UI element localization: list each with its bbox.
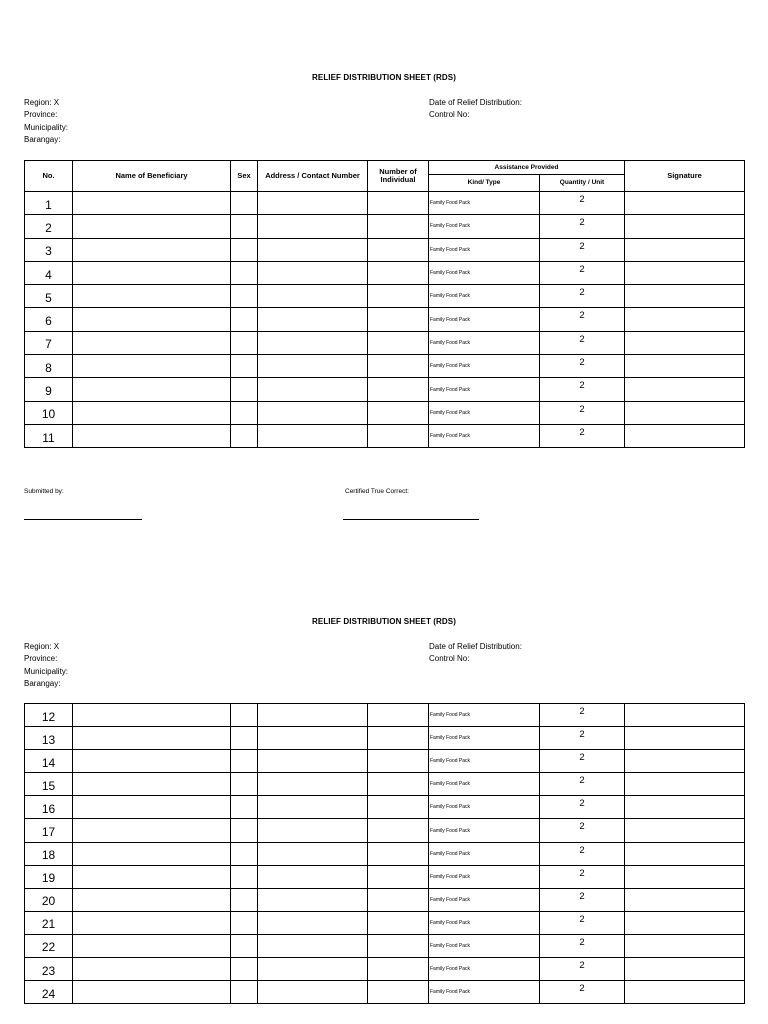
date-of-distribution-field: Date of Relief Distribution: — [429, 98, 522, 107]
kind-type-cell: Family Food Pack — [429, 401, 540, 424]
row-number: 24 — [25, 981, 73, 1004]
row-number: 13 — [25, 727, 73, 750]
header-quantity: Quantity / Unit — [540, 175, 625, 192]
signature-cell[interactable] — [625, 842, 745, 865]
signature-cell[interactable] — [625, 238, 745, 261]
row-number: 14 — [25, 750, 73, 773]
distribution-info-block-2 — [429, 641, 522, 666]
address-contact-cell[interactable] — [258, 773, 368, 796]
table-row — [25, 192, 745, 215]
sex-cell[interactable] — [231, 958, 258, 981]
row-number: 23 — [25, 958, 73, 981]
beneficiary-name-cell[interactable] — [73, 238, 231, 261]
beneficiary-name-cell[interactable] — [73, 727, 231, 750]
date-of-distribution-field-2: Date of Relief Distribution: — [429, 642, 522, 651]
signature-cell[interactable] — [625, 704, 745, 727]
submitted-by-label: Submitted by: — [24, 488, 64, 495]
quantity-cell: 2 — [540, 934, 625, 957]
kind-type-cell: Family Food Pack — [429, 704, 540, 727]
kind-type-cell: Family Food Pack — [429, 215, 540, 238]
kind-type-cell: Family Food Pack — [429, 888, 540, 911]
header-individuals — [368, 161, 429, 192]
address-contact-cell[interactable] — [258, 401, 368, 424]
sex-cell[interactable] — [231, 819, 258, 842]
distribution-table — [24, 160, 745, 448]
number-of-individuals-cell[interactable] — [368, 401, 429, 424]
number-of-individuals-cell[interactable] — [368, 424, 429, 447]
address-contact-cell[interactable] — [258, 215, 368, 238]
sex-cell[interactable] — [231, 378, 258, 401]
barangay-field: Barangay: — [24, 134, 61, 144]
signature-cell[interactable] — [625, 192, 745, 215]
sex-cell[interactable] — [231, 796, 258, 819]
beneficiary-name-cell[interactable] — [73, 378, 231, 401]
quantity-cell: 2 — [540, 981, 625, 1004]
beneficiary-name-cell[interactable] — [73, 911, 231, 934]
signature-cell[interactable] — [625, 773, 745, 796]
address-contact-cell[interactable] — [258, 727, 368, 750]
table-row — [25, 261, 745, 284]
sex-cell[interactable] — [231, 285, 258, 308]
signature-cell[interactable] — [625, 934, 745, 957]
kind-type-cell: Family Food Pack — [429, 865, 540, 888]
address-contact-cell[interactable] — [258, 934, 368, 957]
row-number: 17 — [25, 819, 73, 842]
beneficiary-name-cell[interactable] — [73, 819, 231, 842]
address-contact-cell[interactable] — [258, 331, 368, 354]
quantity-cell: 2 — [540, 215, 625, 238]
row-number: 1 — [25, 192, 73, 215]
signature-cell[interactable] — [625, 401, 745, 424]
number-of-individuals-cell[interactable] — [368, 888, 429, 911]
address-contact-cell[interactable] — [258, 911, 368, 934]
kind-type-cell: Family Food Pack — [429, 308, 540, 331]
table-row — [25, 773, 745, 796]
barangay-field-2: Barangay: — [24, 678, 61, 688]
table-row — [25, 958, 745, 981]
kind-type-cell: Family Food Pack — [429, 773, 540, 796]
row-number: 3 — [25, 238, 73, 261]
address-contact-cell[interactable] — [258, 424, 368, 447]
signature-cell[interactable] — [625, 981, 745, 1004]
row-number: 6 — [25, 308, 73, 331]
location-block-2 — [24, 641, 68, 690]
beneficiary-name-cell[interactable] — [73, 192, 231, 215]
quantity-cell: 2 — [540, 727, 625, 750]
number-of-individuals-cell[interactable] — [368, 796, 429, 819]
row-number: 22 — [25, 934, 73, 957]
beneficiary-name-cell[interactable] — [73, 308, 231, 331]
sex-cell[interactable] — [231, 308, 258, 331]
table-row — [25, 888, 745, 911]
beneficiary-name-cell[interactable] — [73, 958, 231, 981]
address-contact-cell[interactable] — [258, 378, 368, 401]
number-of-individuals-cell[interactable] — [368, 773, 429, 796]
address-contact-cell[interactable] — [258, 981, 368, 1004]
region-field-2: Region: X — [24, 642, 60, 651]
row-number: 8 — [25, 355, 73, 378]
beneficiary-name-cell[interactable] — [73, 261, 231, 284]
table-row — [25, 819, 745, 842]
quantity-cell: 2 — [540, 958, 625, 981]
municipality-field: Municipality: — [24, 122, 69, 132]
header-signature: Signature — [625, 161, 745, 192]
kind-type-cell: Family Food Pack — [429, 355, 540, 378]
province-field-2: Province: — [24, 654, 58, 664]
kind-type-cell: Family Food Pack — [429, 261, 540, 284]
kind-type-cell: Family Food Pack — [429, 911, 540, 934]
signature-cell[interactable] — [625, 261, 745, 284]
sex-cell[interactable] — [231, 424, 258, 447]
signature-cell[interactable] — [625, 865, 745, 888]
header-sex: Sex — [231, 161, 258, 192]
sex-cell[interactable] — [231, 192, 258, 215]
signature-cell[interactable] — [625, 331, 745, 354]
quantity-cell: 2 — [540, 796, 625, 819]
table-row — [25, 401, 745, 424]
number-of-individuals-cell[interactable] — [368, 981, 429, 1004]
address-contact-cell[interactable] — [258, 750, 368, 773]
control-no-field-2: Control No: — [429, 654, 470, 664]
number-of-individuals-cell[interactable] — [368, 819, 429, 842]
table-row — [25, 865, 745, 888]
beneficiary-name-cell[interactable] — [73, 796, 231, 819]
quantity-cell: 2 — [540, 911, 625, 934]
sex-cell[interactable] — [231, 888, 258, 911]
table-row — [25, 934, 745, 957]
sex-cell[interactable] — [231, 401, 258, 424]
header-assistance: Assistance Provided — [429, 161, 625, 175]
header-address: Address / Contact Number — [258, 161, 368, 192]
province-field: Province: — [24, 110, 58, 120]
signature-cell[interactable] — [625, 285, 745, 308]
sex-cell[interactable] — [231, 727, 258, 750]
address-contact-cell[interactable] — [258, 888, 368, 911]
sex-cell[interactable] — [231, 981, 258, 1004]
kind-type-cell: Family Food Pack — [429, 750, 540, 773]
kind-type-cell: Family Food Pack — [429, 842, 540, 865]
address-contact-cell[interactable] — [258, 261, 368, 284]
number-of-individuals-cell[interactable] — [368, 911, 429, 934]
beneficiary-name-cell[interactable] — [73, 704, 231, 727]
number-of-individuals-cell[interactable] — [368, 192, 429, 215]
kind-type-cell: Family Food Pack — [429, 727, 540, 750]
number-of-individuals-cell[interactable] — [368, 378, 429, 401]
table-row — [25, 238, 745, 261]
sex-cell[interactable] — [231, 261, 258, 284]
row-number: 20 — [25, 888, 73, 911]
address-contact-cell[interactable] — [258, 704, 368, 727]
signature-cell[interactable] — [625, 727, 745, 750]
sex-cell[interactable] — [231, 750, 258, 773]
number-of-individuals-cell[interactable] — [368, 261, 429, 284]
distribution-info-block — [429, 97, 522, 122]
kind-type-cell: Family Food Pack — [429, 424, 540, 447]
table-row — [25, 750, 745, 773]
quantity-cell: 2 — [540, 888, 625, 911]
number-of-individuals-cell[interactable] — [368, 704, 429, 727]
beneficiary-name-cell[interactable] — [73, 750, 231, 773]
sex-cell[interactable] — [231, 215, 258, 238]
table-row — [25, 308, 745, 331]
beneficiary-name-cell[interactable] — [73, 401, 231, 424]
number-of-individuals-cell[interactable] — [368, 285, 429, 308]
submitted-by-signature-line[interactable] — [24, 519, 142, 520]
row-number: 4 — [25, 261, 73, 284]
number-of-individuals-cell[interactable] — [368, 238, 429, 261]
sex-cell[interactable] — [231, 355, 258, 378]
table-row — [25, 796, 745, 819]
header-name: Name of Beneficiary — [73, 161, 231, 192]
address-contact-cell[interactable] — [258, 308, 368, 331]
sex-cell[interactable] — [231, 934, 258, 957]
kind-type-cell: Family Food Pack — [429, 378, 540, 401]
sex-cell[interactable] — [231, 238, 258, 261]
table-row — [25, 215, 745, 238]
control-no-field: Control No: — [429, 110, 470, 120]
sheet-title: RELIEF DISTRIBUTION SHEET (RDS) — [312, 73, 456, 82]
row-number: 12 — [25, 704, 73, 727]
row-number: 5 — [25, 285, 73, 308]
kind-type-cell: Family Food Pack — [429, 796, 540, 819]
number-of-individuals-cell[interactable] — [368, 308, 429, 331]
table-row — [25, 331, 745, 354]
sex-cell[interactable] — [231, 842, 258, 865]
beneficiary-name-cell[interactable] — [73, 424, 231, 447]
beneficiary-name-cell[interactable] — [73, 285, 231, 308]
number-of-individuals-cell[interactable] — [368, 750, 429, 773]
kind-type-cell: Family Food Pack — [429, 192, 540, 215]
header-kind: Kind/ Type — [429, 175, 540, 192]
quantity-cell: 2 — [540, 819, 625, 842]
quantity-cell: 2 — [540, 261, 625, 284]
quantity-cell: 2 — [540, 355, 625, 378]
number-of-individuals-cell[interactable] — [368, 958, 429, 981]
header-individuals-line1: Number of — [379, 167, 417, 176]
quantity-cell: 2 — [540, 750, 625, 773]
row-number: 10 — [25, 401, 73, 424]
signature-cell[interactable] — [625, 796, 745, 819]
sex-cell[interactable] — [231, 331, 258, 354]
table-row — [25, 704, 745, 727]
quantity-cell: 2 — [540, 285, 625, 308]
municipality-field-2: Municipality: — [24, 666, 69, 676]
table-row — [25, 355, 745, 378]
signature-cell[interactable] — [625, 378, 745, 401]
address-contact-cell[interactable] — [258, 355, 368, 378]
kind-type-cell: Family Food Pack — [429, 331, 540, 354]
address-contact-cell[interactable] — [258, 192, 368, 215]
quantity-cell: 2 — [540, 308, 625, 331]
quantity-cell: 2 — [540, 424, 625, 447]
address-contact-cell[interactable] — [258, 285, 368, 308]
number-of-individuals-cell[interactable] — [368, 934, 429, 957]
quantity-cell: 2 — [540, 842, 625, 865]
beneficiary-name-cell[interactable] — [73, 773, 231, 796]
signature-cell[interactable] — [625, 355, 745, 378]
beneficiary-name-cell[interactable] — [73, 842, 231, 865]
table-row — [25, 727, 745, 750]
sheet-title-2: RELIEF DISTRIBUTION SHEET (RDS) — [312, 617, 456, 626]
row-number: 15 — [25, 773, 73, 796]
beneficiary-name-cell[interactable] — [73, 934, 231, 957]
certified-label: Certified True Correct: — [345, 488, 409, 495]
row-number: 21 — [25, 911, 73, 934]
address-contact-cell[interactable] — [258, 958, 368, 981]
row-number: 19 — [25, 865, 73, 888]
row-number: 11 — [25, 424, 73, 447]
row-number: 2 — [25, 215, 73, 238]
quantity-cell: 2 — [540, 401, 625, 424]
number-of-individuals-cell[interactable] — [368, 727, 429, 750]
beneficiary-name-cell[interactable] — [73, 331, 231, 354]
quantity-cell: 2 — [540, 704, 625, 727]
address-contact-cell[interactable] — [258, 819, 368, 842]
header-no: No. — [25, 161, 73, 192]
kind-type-cell: Family Food Pack — [429, 285, 540, 308]
distribution-table-2 — [24, 703, 745, 1004]
table-row — [25, 424, 745, 447]
kind-type-cell: Family Food Pack — [429, 958, 540, 981]
address-contact-cell[interactable] — [258, 238, 368, 261]
signature-cell[interactable] — [625, 215, 745, 238]
quantity-cell: 2 — [540, 238, 625, 261]
table-row — [25, 378, 745, 401]
number-of-individuals-cell[interactable] — [368, 842, 429, 865]
location-block — [24, 97, 68, 146]
certified-signature-line[interactable] — [343, 519, 479, 520]
signature-cell[interactable] — [625, 958, 745, 981]
sex-cell[interactable] — [231, 865, 258, 888]
row-number: 7 — [25, 331, 73, 354]
row-number: 9 — [25, 378, 73, 401]
signature-cell[interactable] — [625, 888, 745, 911]
row-number: 16 — [25, 796, 73, 819]
quantity-cell: 2 — [540, 773, 625, 796]
kind-type-cell: Family Food Pack — [429, 981, 540, 1004]
quantity-cell: 2 — [540, 192, 625, 215]
number-of-individuals-cell[interactable] — [368, 331, 429, 354]
row-number: 18 — [25, 842, 73, 865]
number-of-individuals-cell[interactable] — [368, 215, 429, 238]
signature-cell[interactable] — [625, 911, 745, 934]
beneficiary-name-cell[interactable] — [73, 865, 231, 888]
beneficiary-name-cell[interactable] — [73, 215, 231, 238]
signature-cell[interactable] — [625, 308, 745, 331]
number-of-individuals-cell[interactable] — [368, 355, 429, 378]
quantity-cell: 2 — [540, 865, 625, 888]
beneficiary-name-cell[interactable] — [73, 355, 231, 378]
kind-type-cell: Family Food Pack — [429, 934, 540, 957]
signature-cell[interactable] — [625, 819, 745, 842]
quantity-cell: 2 — [540, 378, 625, 401]
sex-cell[interactable] — [231, 773, 258, 796]
table-row — [25, 285, 745, 308]
table-row — [25, 981, 745, 1004]
quantity-cell: 2 — [540, 331, 625, 354]
table-row — [25, 842, 745, 865]
signature-cell[interactable] — [625, 424, 745, 447]
address-contact-cell[interactable] — [258, 842, 368, 865]
sex-cell[interactable] — [231, 704, 258, 727]
table-row — [25, 911, 745, 934]
sex-cell[interactable] — [231, 911, 258, 934]
beneficiary-name-cell[interactable] — [73, 888, 231, 911]
header-individuals-line2: Individual — [380, 175, 416, 184]
number-of-individuals-cell[interactable] — [368, 865, 429, 888]
region-field: Region: X — [24, 98, 60, 107]
kind-type-cell: Family Food Pack — [429, 238, 540, 261]
kind-type-cell: Family Food Pack — [429, 819, 540, 842]
address-contact-cell[interactable] — [258, 865, 368, 888]
beneficiary-name-cell[interactable] — [73, 981, 231, 1004]
signature-cell[interactable] — [625, 750, 745, 773]
address-contact-cell[interactable] — [258, 796, 368, 819]
